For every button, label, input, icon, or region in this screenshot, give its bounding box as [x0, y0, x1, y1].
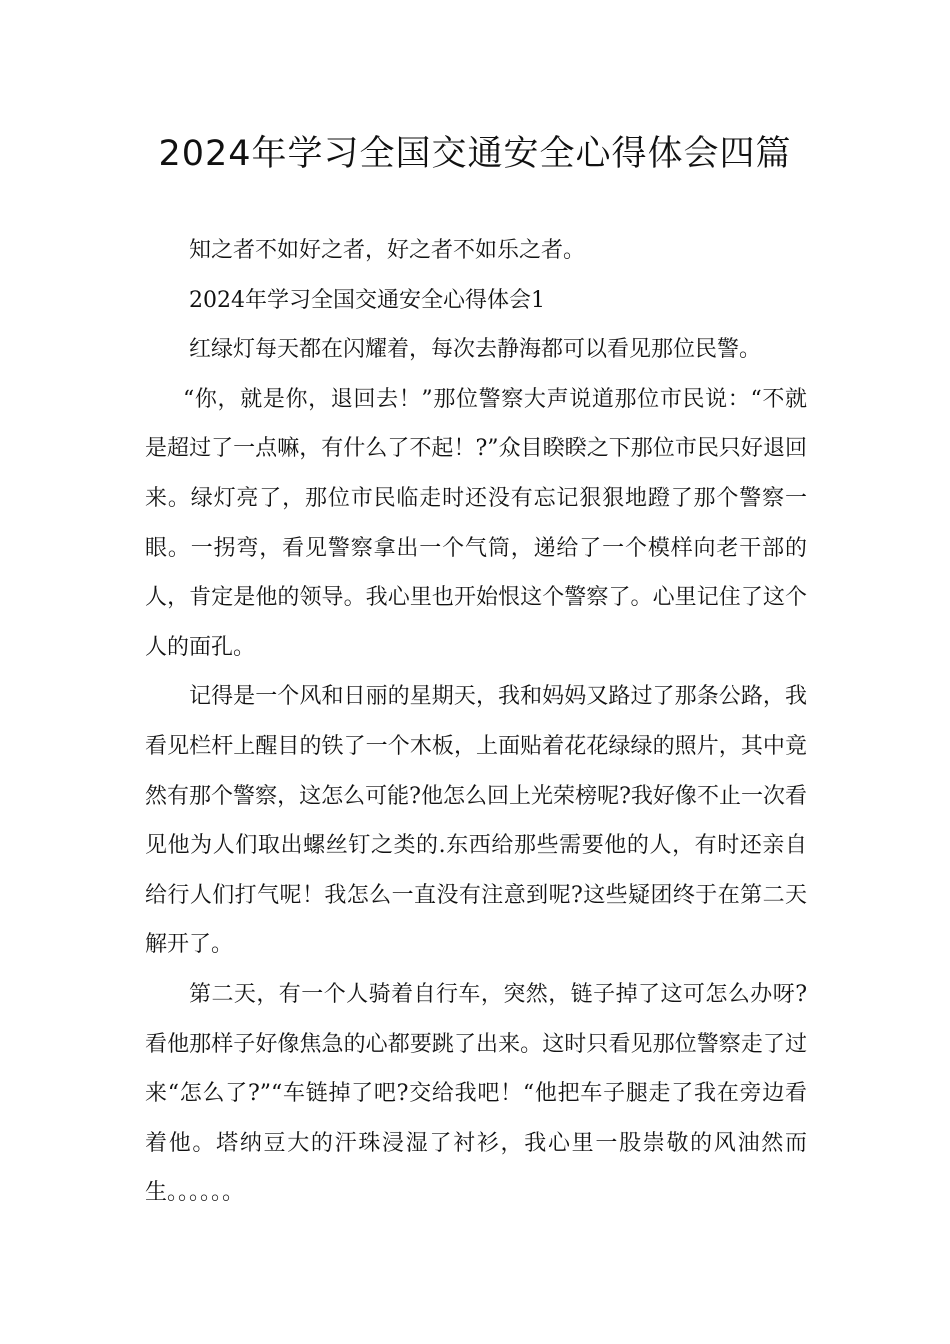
document-title: 2024年学习全国交通安全心得体会四篇 [158, 134, 792, 174]
paragraph: “你，就是你，退回去！”那位警察大声说道那位市民说：“不就是超过了一点嘛，有什么了不起！?”众目睽睽之下那位市民只好退回来。绿灯亮了，那位市民临走时还没有忘记狠狠地蹬了那个警察一眼。一拐弯，看见警察拿出一个气筒，递给了一个模样向老干部的人，肯定是他的领导。我心里也开始恨这个警察了。心里记住了这个人的面孔。 [145, 386, 807, 660]
paragraph-section-heading: 2024年学习全国交通安全心得体会1 [189, 287, 545, 313]
paragraph: 第二天，有一个人骑着自行车，突然，链子掉了这可怎么办呀?看他那样子好像焦急的心都要跳了出来。这时只看见那位警察走了过来“怎么了?”“车链掉了吧?交给我吧！“他把车子腿走了我在旁边看着他。塔纳豆大的汗珠浸湿了衬衫，我心里一股崇敬的风油然而生。。。。。。 [145, 981, 807, 1206]
paragraph: 红绿灯每天都在闪耀着，每次去静海都可以看见那位民警。 [189, 337, 762, 363]
paragraph: 记得是一个风和日丽的星期天，我和妈妈又路过了那条公路，我看见栏杆上醒目的铁了一个木板，上面贴着花花绿绿的照片，其中竟然有那个警察，这怎么可能?他怎么回上光荣榜呢?我好像不止一次看见他为人们取出螺丝钉之类的.东西给那些需要他的人，有时还亲自给行人们打气呢！我怎么一直没有注意到呢?这些疑团终于在第二天解开了。 [145, 684, 807, 958]
document-body [145, 226, 807, 1218]
paragraph-quote: 知之者不如好之者，好之者不如乐之者。 [189, 238, 586, 263]
